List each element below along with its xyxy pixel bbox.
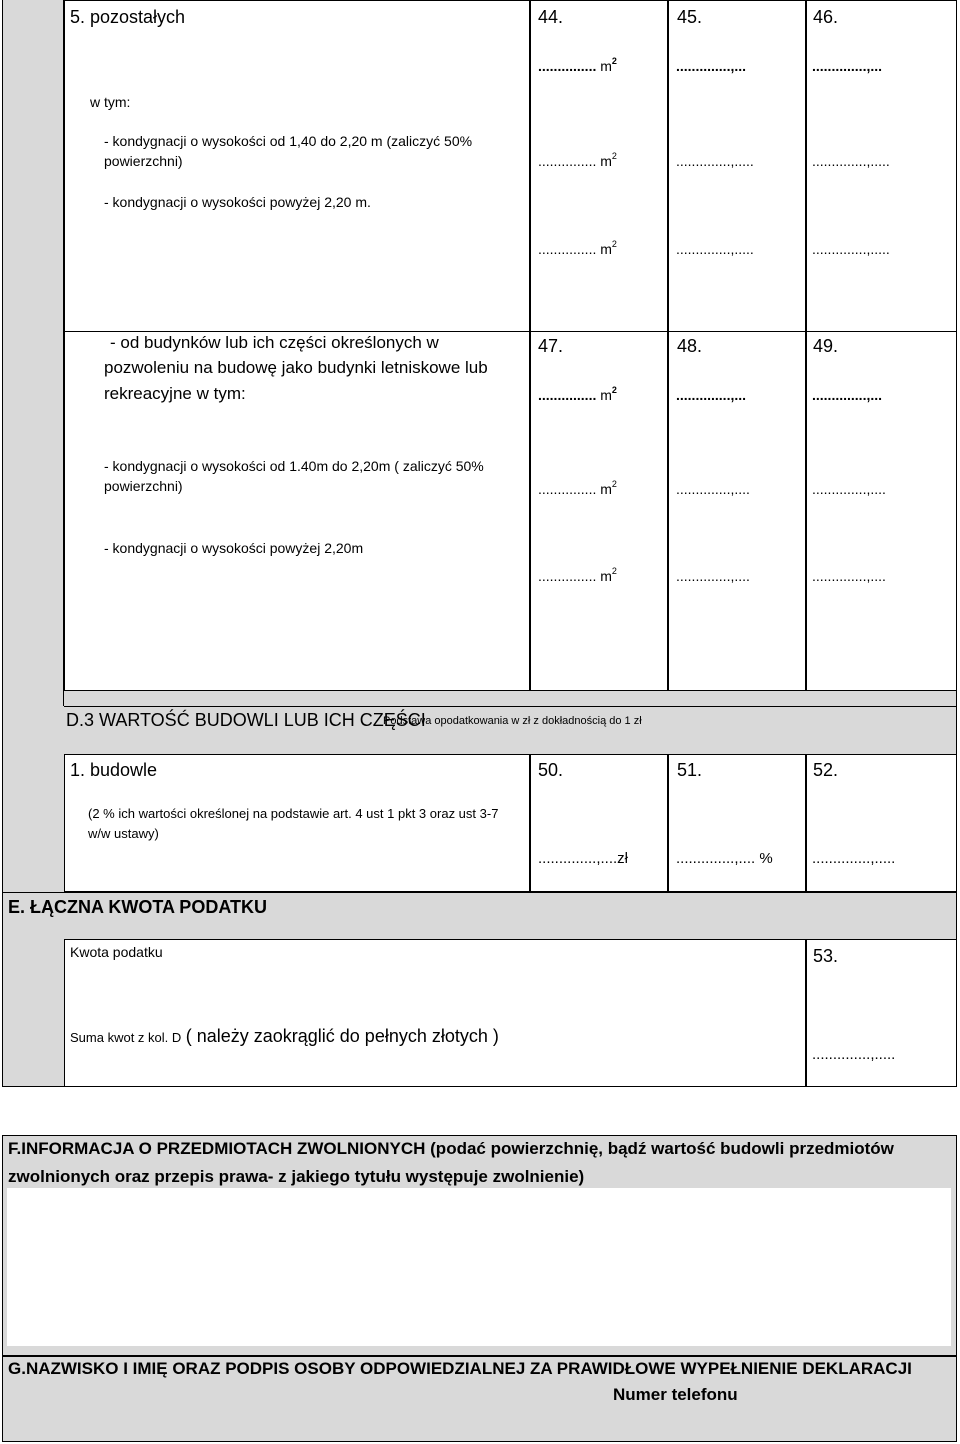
g-line1: G.NAZWISKO I IMIĘ ORAZ PODPIS OSOBY ODPOWIEDZIALNEJ ZA PRAWIDŁOWE WYPEŁNIENIE DEKLARACJI [8,1359,912,1378]
field-49-number: 49. [813,336,839,356]
e-sum-label [70,1026,499,1047]
summer-col-a[interactable] [530,331,668,691]
field-46-number: 46. [813,7,839,27]
field-48-rate-sub2[interactable]: ..............,.... [676,568,750,584]
field-48-number: 48. [677,336,703,356]
e-label-cell [64,939,806,1087]
field-44-area-sub1[interactable]: ............... $m^2$ [538,151,617,169]
field-45-number: 45. [677,7,703,27]
field-47-area[interactable]: ............... $m^2$ [538,385,617,403]
summer-sub2: - kondygnacji o wysokości powyżej 2,20m [104,540,364,556]
field-46-rate-sub1[interactable]: ..............,..... [812,153,890,169]
field-46-rate-sub2[interactable]: ..............,..... [812,241,890,257]
field-53-value[interactable]: ..............,..... [812,1046,896,1063]
field-47-area-sub2[interactable]: ............... $m^2$ [538,566,617,584]
field-45-rate[interactable]: ..............,... [676,58,747,74]
field-52-value[interactable]: ..............,..... [812,850,896,867]
f-text-area[interactable] [7,1188,951,1346]
field-44-area-sub2[interactable]: ............... $m^2$ [538,239,617,257]
d3-desc-line2: w/w ustawy) [88,826,159,841]
field-48-rate-sub1[interactable]: ..............,.... [676,481,750,497]
summer-line3: rekreacyjne w tym: [104,384,246,403]
d3-row-label: 1. budowle [70,760,158,780]
d3-title: D.3 WARTOŚĆ BUDOWLI LUB ICH CZĘŚCI [66,710,426,730]
row5-sub1-line1: - kondygnacji o wysokości od 1,40 do 2,20 m (zaliczyć 50% [104,133,473,149]
field-45-rate-sub1[interactable]: ..............,..... [676,153,754,169]
e-left-gray [2,939,64,1087]
field-44-area[interactable]: ............... $m^2$ [538,56,617,74]
left-gray-column [2,0,64,706]
e-sum-label-large: ( należy zaokrąglić do pełnych złotych ) [185,1026,499,1046]
section-c-bottom-band [64,690,957,706]
row5-in-that: w tym: [90,94,131,110]
d3-left-gray [2,706,64,892]
d3-note: Podstawa opodatkowania w zł z dokładnością do 1 zł [383,715,642,727]
field-45-rate-sub2[interactable]: ..............,..... [676,241,754,257]
field-50-value[interactable]: ..............,....zł [538,850,629,867]
field-47-number: 47. [538,336,564,356]
f-line2: zwolnionych oraz przepis prawa- z jakiego tytułu występuje zwolnienie) [8,1167,585,1186]
summer-line1: - od budynków lub ich części określonych w [110,333,439,352]
field-52-number: 52. [813,760,839,780]
e-title: E. ŁĄCZNA KWOTA PODATKU [8,897,267,917]
field-49-rate[interactable]: ..............,... [812,387,883,403]
field-49-rate-sub2[interactable]: ..............,.... [812,568,886,584]
summer-sub1-line2: powierzchni) [104,478,183,494]
summer-col-b[interactable] [668,331,806,691]
field-47-area-sub1[interactable]: ............... $m^2$ [538,479,617,497]
e-tax-label: Kwota podatku [70,944,163,960]
e-sum-label-small: Suma kwot z kol. D [70,1030,182,1045]
field-51-value[interactable]: ..............,.... % [676,850,773,867]
field-49-rate-sub1[interactable]: ..............,.... [812,481,886,497]
summer-sub1-line1: - kondygnacji o wysokości od 1.40m do 2,20m ( zaliczyć 50% [104,458,484,474]
row5-label: 5. pozostałych [70,7,186,27]
field-48-rate[interactable]: ..............,... [676,387,747,403]
field-44-number: 44. [538,7,564,27]
row5-sub2: - kondygnacji o wysokości powyżej 2,20 m. [104,194,371,210]
d3-desc-line1: (2 % ich wartości określonej na podstawie art. 4 ust 1 pkt 3 oraz ust 3-7 [88,806,499,821]
f-line1: F.INFORMACJA O PRZEDMIOTACH ZWOLNIONYCH (podać powierzchnię, bądź wartość budowli przedmiotów [8,1139,894,1158]
field-50-number: 50. [538,760,564,780]
summer-col-c[interactable] [806,331,957,691]
field-51-number: 51. [677,760,703,780]
field-53-number: 53. [813,946,839,966]
field-46-rate[interactable]: ..............,... [812,58,883,74]
summer-line2: pozwoleniu na budowę jako budynki letniskowe lub [104,358,488,377]
g-line2: Numer telefonu [613,1385,738,1404]
row5-sub1-line2: powierzchni) [104,153,183,169]
